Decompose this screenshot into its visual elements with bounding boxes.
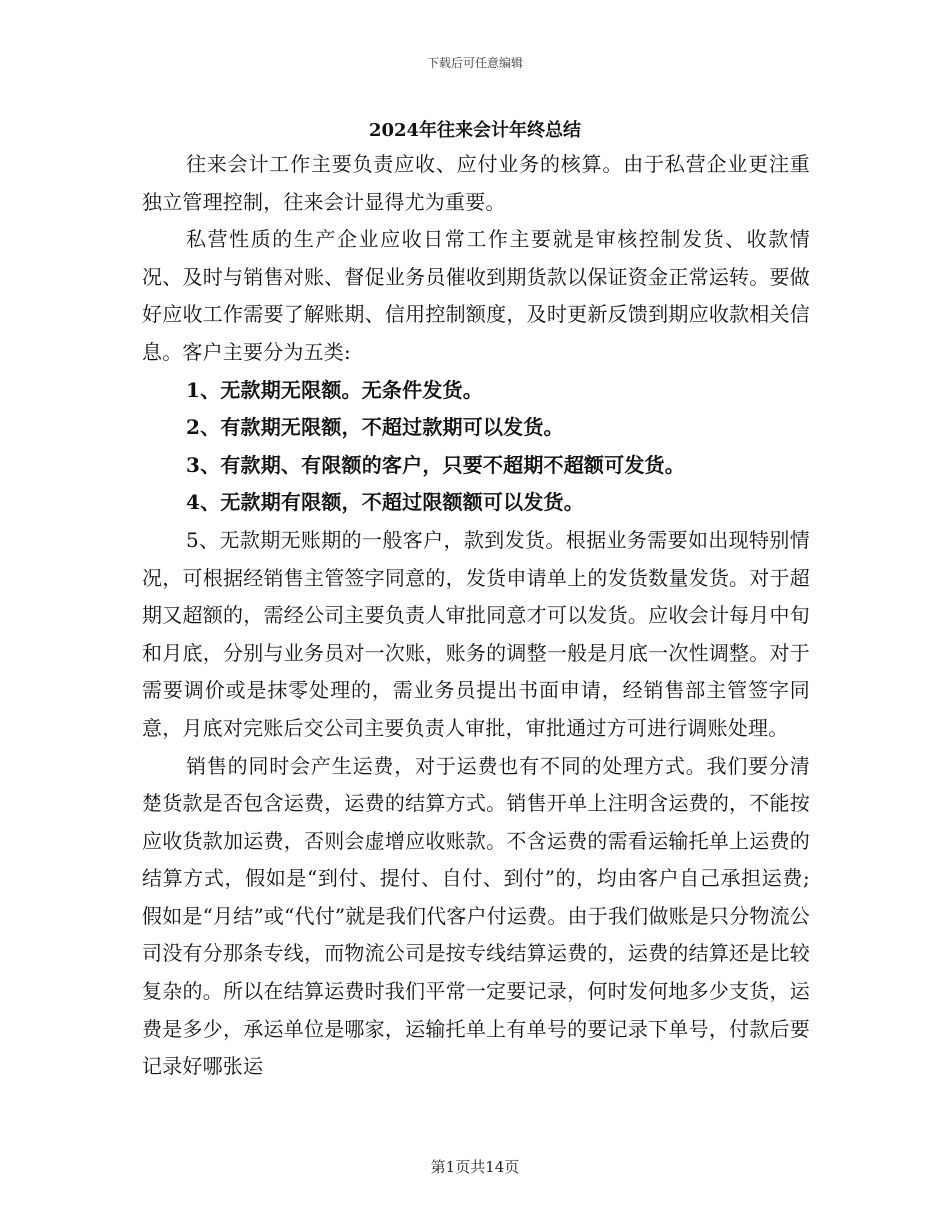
list-item: 3、有款期、有限额的客户，只要不超期不超额可发货。 [186, 452, 685, 477]
document-body [142, 146, 810, 1086]
page-footer: 第1页共14页 [430, 1158, 520, 1176]
paragraph: 往来会计工作主要负责应收、应付业务的核算。由于私营企业更注重独立管理控制，往来会计显得尤为重要。 [142, 152, 810, 214]
document-title: 2024年往来会计年终总结 [368, 120, 582, 141]
list-item: 1、无款期无限额。无条件发货。 [186, 377, 483, 402]
page-header: 下载后可任意编辑 [426, 56, 523, 70]
list-item: 2、有款期无限额，不超过款期可以发货。 [186, 415, 564, 440]
list-item: 4、无款期有限额，不超过限额额可以发货。 [186, 490, 584, 515]
paragraph: 私营性质的生产企业应收日常工作主要就是审核控制发货、收款情况、及时与销售对账、督促业务员催收到期货款以保证资金正常运转。要做好应收工作需要了解账期、信用控制额度，及时更新反馈到期应收款相关信息。客户主要分为五类: [142, 227, 810, 364]
paragraph: 销售的同时会产生运费，对于运费也有不同的处理方式。我们要分清楚货款是否包含运费，运费的结算方式。销售开单上注明含运费的，不能按应收货款加运费，否则会虚增应收账款。不含运费的需看运输托单上运费的结算方式，假如是“到付、提付、自付、到付”的，均由客户自己承担运费;假如是“月结”或“代付”就是我们代客户付运费。由于我们做账是只分物流公司没有分那条专线，而物流公司是按专线结算运费的，运费的结算还是比较复杂的。所以在结算运费时我们平常一定要记录，何时发何地多少支货，运费是多少，承运单位是哪家，运输托单上有单号的要记录下单号，付款后要记录好哪张运 [142, 753, 810, 1079]
paragraph: 5、无款期无账期的一般客户，款到发货。根据业务需要如出现特别情况，可根据经销售主管签字同意的，发货申请单上的发货数量发货。对于超期又超额的，需经公司主要负责人审批同意才可以发货。应收会计每月中旬和月底，分别与业务员对一次账，账务的调整一般是月底一次性调整。对于需要调价或是抹零处理的，需业务员提出书面申请，经销售部主管签字同意，月底对完账后交公司主要负责人审批，审批通过方可进行调账处理。 [142, 527, 810, 740]
